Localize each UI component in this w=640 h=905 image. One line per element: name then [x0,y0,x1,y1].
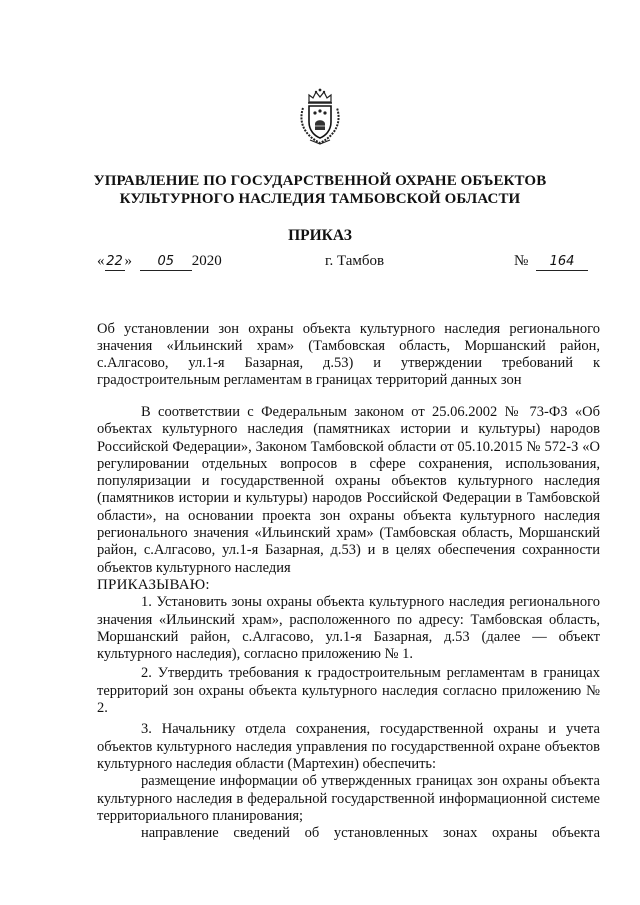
document-type-title: ПРИКАЗ [288,227,352,244]
date-year: 2020 [191,253,222,269]
date-day: 22 [106,254,123,269]
organization-name-line2: КУЛЬТУРНОГО НАСЛЕДИЯ ТАМБОВСКОЙ ОБЛАСТИ [119,191,521,207]
order-number [514,253,588,271]
prikazyvayu-heading: ПРИКАЗЫВАЮ: [97,576,210,593]
date-open-quote: « [97,253,105,269]
organization-name [60,172,580,208]
order-number-label: № [514,253,529,269]
order-subject: Об установлении зон охраны объекта культурного наследия регионального значения «Ильинский храм» (Тамбовская область, Моршанский район, с.Алгасово, ул.1-я Базарная, д.53) и утверждении требований к градостроительным регламентам в границах территорий данных зон [97,321,600,388]
order-item-1: 1. Установить зоны охраны объекта культурного наследия регионального значения «Ильинский храм», расположенного по адресу: Тамбовская область, Моршанский район, с.Алгасово, ул.1-я Базарная, д.53 (далее — объект культурного наследия), согласно приложению № 1. [97,594,600,663]
date-month: 05 [140,254,192,271]
order-item-3-subpoint-b: направление сведений об установленных зонах охраны объекта [141,825,600,842]
order-item-3: 3. Начальнику отдела сохранения, государственной охраны и учета объектов культурного наследия управления по государственной охране объектов культурного наследия области (Мартехин) обеспечить: [97,721,600,772]
order-number-value: 164 [536,254,588,271]
order-item-3-subpoint-a: размещение информации об утвержденных границах зон охраны объекта культурного наследия в федеральной государственной информационной системе территориального планирования; [97,773,600,824]
order-body [97,404,600,842]
order-date [97,253,222,271]
organization-name-line1: УПРАВЛЕНИЕ ПО ГОСУДАРСТВЕННОЙ ОХРАНЕ ОБЪЕКТОВ [93,173,547,189]
order-city: г. Тамбов [325,253,385,269]
date-close-quote: » [124,253,132,269]
preamble-paragraph: В соответствии с Федеральным законом от 25.06.2002 № 73-ФЗ «Об объектах культурного наследия (памятниках истории и культуры) народов Российской Федерации», Законом Тамбовской области от 05.10.2015 № 572-З «О регулировании отдельных вопросов в сфере сохранения, использования, популяризации и государственной охраны объектов культурного наследия (памятников истории и культуры) народов Российской Федерации в Тамбовской области», на основании проекта зон охраны объекта культурного наследия регионального значения «Ильинский храм» (Тамбовская область, Моршанский район, с.Алгасово, ул.1-я Базарная, д.53) и в целях обеспечения сохранности объектов культурного наследия [97,404,600,576]
coat-of-arms-emblem [296,86,344,146]
order-item-2: 2. Утвердить требования к градостроительным регламентам в границах территорий зон охраны объекта культурного наследия согласно приложению № 2. [97,665,600,717]
